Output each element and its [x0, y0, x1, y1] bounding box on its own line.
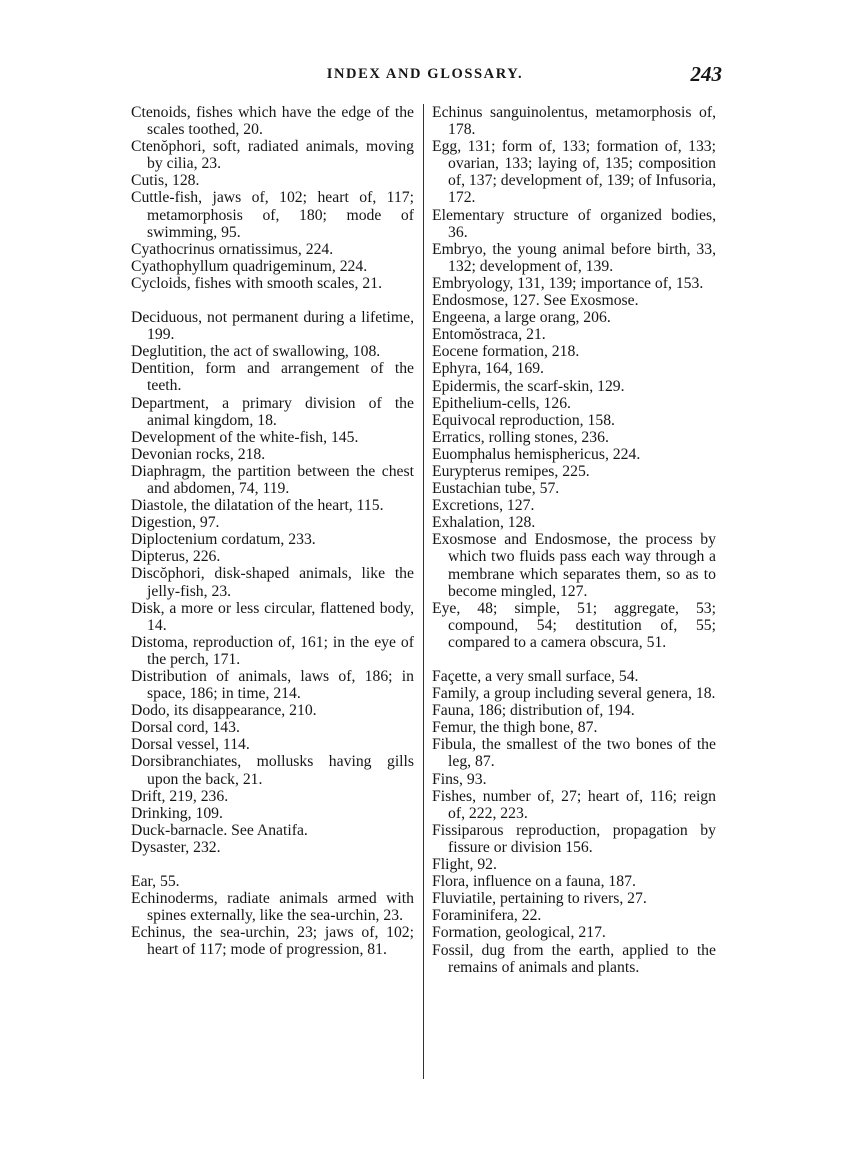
index-entry: Ctenŏphori, soft, radiated animals, moving by cilia, 23. [131, 138, 414, 173]
index-entry: Elementary structure of organized bodies, 36. [432, 206, 716, 241]
index-entry: Discŏphori, disk-shaped animals, like the jelly-fish, 23. [131, 565, 414, 600]
index-entry: Euomphalus hemisphericus, 224. [432, 445, 641, 463]
index-entry: Egg, 131; form of, 133; formation of, 133; ovarian, 133; laying of, 135; composition of, 137; development of, 139; of Infusoria, 172. [432, 138, 716, 207]
section-gap [131, 292, 414, 309]
page-number: 243 [690, 62, 722, 86]
index-entry: Diastole, the dilatation of the heart, 115. [131, 497, 384, 515]
index-entry: Endosmose, 127. See Exosmose. [432, 292, 639, 310]
index-entry: Diaphragm, the partition between the chest and abdomen, 74, 119. [131, 462, 414, 497]
index-entry: Femur, the thigh bone, 87. [432, 719, 598, 737]
index-entry: Cyathocrinus ornatissimus, 224. [131, 240, 334, 258]
index-entry: Flora, influence on a fauna, 187. [432, 873, 636, 891]
index-entry: Fibula, the smallest of the two bones of the leg, 87. [432, 736, 716, 771]
index-entry: Dysaster, 232. [131, 838, 221, 856]
index-entry: Dipterus, 226. [131, 548, 221, 566]
index-entry: Echinus sanguinolentus, metamorphosis of, 178. [432, 104, 716, 139]
index-entry: Embryo, the young animal before birth, 33, 132; development of, 139. [432, 240, 716, 275]
index-entry: Flight, 92. [432, 856, 497, 874]
index-entry: Foraminifera, 22. [432, 907, 542, 925]
index-entry: Department, a primary division of the animal kingdom, 18. [131, 394, 414, 429]
index-entry: Duck-barnacle. See Anatifa. [131, 821, 308, 839]
index-entry: Dorsal cord, 143. [131, 719, 240, 737]
index-entry: Façette, a very small surface, 54. [432, 668, 639, 685]
index-entry: Erratics, rolling stones, 236. [432, 428, 609, 446]
index-entry: Disk, a more or less circular, flattened body, 14. [131, 599, 414, 634]
index-entry: Deciduous, not permanent during a lifetime, 199. [131, 309, 414, 344]
index-entry: Cyathophyllum quadrigeminum, 224. [131, 257, 368, 275]
index-entry: Eurypterus remipes, 225. [432, 462, 590, 480]
index-entry: Drift, 219, 236. [131, 787, 229, 805]
section-gap [131, 856, 414, 873]
index-entry: Dentition, form and arrangement of the teeth. [131, 360, 414, 395]
index-entry: Exhalation, 128. [432, 514, 536, 532]
index-entry: Ear, 55. [131, 873, 180, 891]
index-entry: Echinus, the sea-urchin, 23; jaws of, 102; heart of 117; mode of progression, 81. [131, 924, 414, 959]
index-entry: Eye, 48; simple, 51; aggregate, 53; compound, 54; destitution of, 55; compared to a camera obscura, 51. [432, 599, 716, 651]
running-head: INDEX AND GLOSSARY. [326, 66, 524, 82]
index-entry: Drinking, 109. [131, 804, 223, 822]
index-entry: Eustachian tube, 57. [432, 480, 560, 498]
index-entry: Entomŏstraca, 21. [432, 326, 546, 344]
section-gap [432, 651, 716, 668]
index-entry: Distribution of animals, laws of, 186; in space, 186; in time, 214. [131, 668, 414, 703]
index-entry: Cutis, 128. [131, 172, 200, 190]
index-entry: Exosmose and Endosmose, the process by which two fluids pass each way through a membrane which separates them, so as to become mingled, 127. [432, 531, 716, 600]
index-entry: Cuttle-fish, jaws of, 102; heart of, 117; metamorphosis of, 180; mode of swimming, 95. [131, 189, 414, 241]
index-entry: Fauna, 186; distribution of, 194. [432, 702, 635, 720]
page-header [128, 62, 722, 88]
index-entry: Deglutition, the act of swallowing, 108. [131, 343, 381, 361]
index-entry: Fins, 93. [432, 770, 487, 788]
index-entry: Excretions, 127. [432, 497, 535, 515]
index-entry: Epithelium-cells, 126. [432, 394, 571, 412]
index-entry: Family, a group including several genera, 18. [432, 685, 716, 703]
index-entry: Devonian rocks, 218. [131, 445, 266, 463]
index-entry: Epidermis, the scarf-skin, 129. [432, 377, 625, 395]
index-entry: Formation, geological, 217. [432, 924, 606, 942]
index-entry: Ctenoids, fishes which have the edge of the scales toothed, 20. [131, 104, 414, 139]
index-entry: Digestion, 97. [131, 514, 220, 532]
index-entry: Distoma, reproduction of, 161; in the eye of the perch, 171. [131, 633, 414, 668]
index-entry: Eocene formation, 218. [432, 343, 580, 361]
index-entry: Cycloids, fishes with smooth scales, 21. [131, 274, 382, 292]
index-entry: Dorsibranchiates, mollusks having gills upon the back, 21. [131, 753, 414, 788]
index-entry: Engeena, a large orang, 206. [432, 309, 611, 327]
index-entry: Fossil, dug from the earth, applied to the remains of animals and plants. [432, 941, 716, 976]
index-entry: Fluviatile, pertaining to rivers, 27. [432, 890, 647, 908]
index-entry: Dorsal vessel, 114. [131, 736, 250, 754]
index-entry: Embryology, 131, 139; importance of, 153. [432, 274, 704, 292]
column-divider [423, 104, 424, 1079]
index-entry: Fissiparous reproduction, propagation by fissure or division 156. [432, 821, 716, 856]
index-entry: Development of the white-fish, 145. [131, 428, 359, 446]
index-entry: Equivocal reproduction, 158. [432, 411, 615, 429]
index-entry: Echinoderms, radiate animals armed with spines externally, like the sea-urchin, 23. [131, 890, 414, 925]
index-column-right [432, 104, 716, 976]
index-entry: Ephyra, 164, 169. [432, 360, 544, 378]
index-entry: Dodo, its disappearance, 210. [131, 702, 317, 720]
index-entry: Diploctenium cordatum, 233. [131, 531, 316, 549]
index-column-left [131, 104, 414, 959]
index-entry: Fishes, number of, 27; heart of, 116; reign of, 222, 223. [432, 787, 716, 822]
